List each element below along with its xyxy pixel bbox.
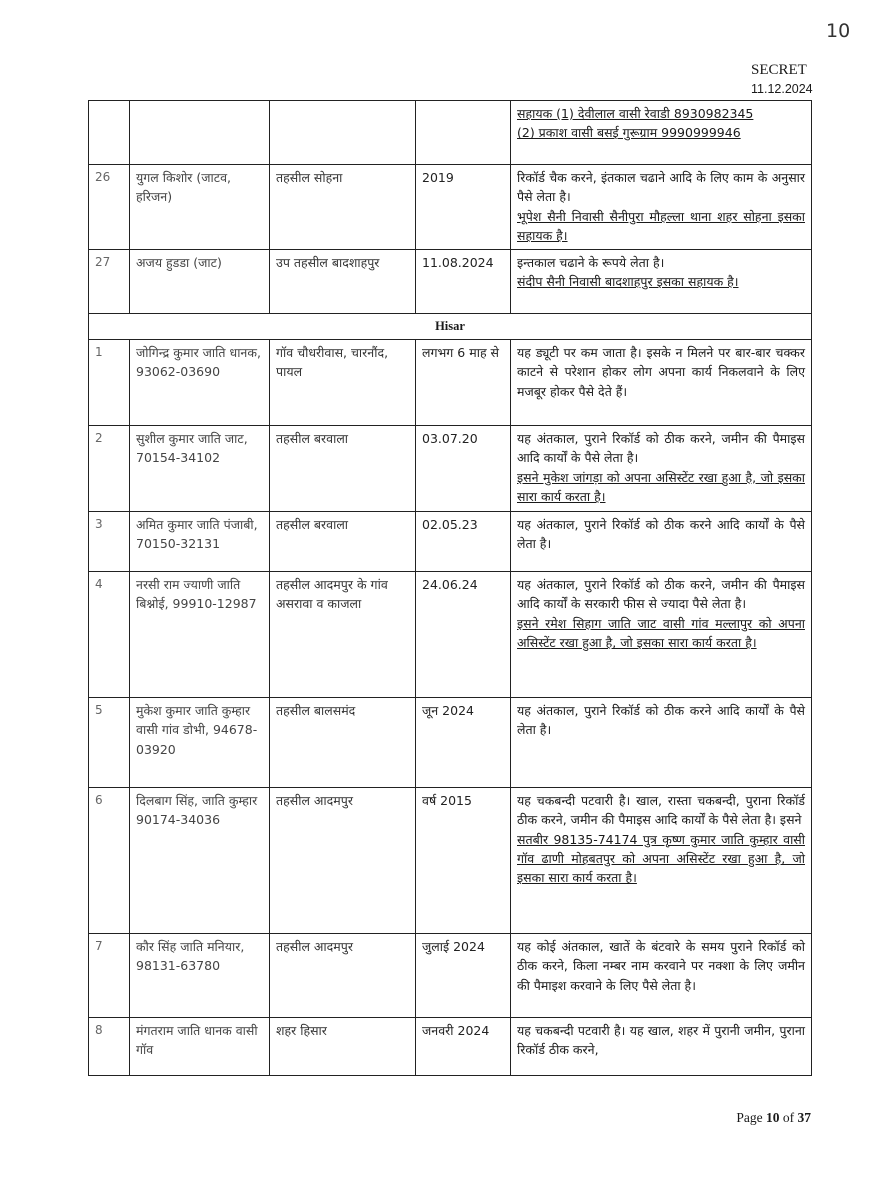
description-paragraph: यह अंतकाल, पुराने रिकॉर्ड को ठीक करने, जमीन की पैमाइस आदि कार्यों के पैसे लेता है। [517, 430, 805, 466]
description-paragraph: इसने मुकेश जांगड़ा को अपना असिस्टेंट रखा हुआ है, जो इसका सारा कार्य करता है। [517, 469, 805, 504]
row-date: वर्ष 2015 [416, 787, 511, 933]
table-row [89, 425, 812, 511]
row-posting: तहसील बरवाला [270, 425, 416, 511]
row-name: युगल किशोर (जाटव, हरिजन) [130, 165, 270, 250]
row-posting: शहर हिसार [270, 1017, 416, 1075]
row-description [511, 249, 812, 313]
handwritten-page-number: 10 [826, 20, 851, 42]
row-posting: तहसील बरवाला [270, 511, 416, 571]
row-date [416, 101, 511, 165]
description-paragraph: इन्तकाल चढाने के रूपये लेता है। [517, 254, 665, 270]
description-paragraph: यह अंतकाल, पुराने रिकॉर्ड को ठीक करने, जमीन की पैमाइस आदि कार्यों के सरकारी फीस से ज्यादा पैसे लेता है। [517, 576, 805, 612]
table-row [89, 571, 812, 697]
section-title: Hisar [89, 313, 812, 339]
row-name: मंगतराम जाति धानक वासी गॉव [130, 1017, 270, 1075]
row-name [130, 101, 270, 165]
row-description [511, 787, 812, 933]
row-date: 11.08.2024 [416, 249, 511, 313]
row-name: दिलबाग सिंह, जाति कुम्हार 90174-34036 [130, 787, 270, 933]
row-posting: तहसील बालसमंद [270, 697, 416, 787]
description-paragraph: सहायक (1) देवीलाल वासी रेवाडी 8930982345 [517, 106, 754, 121]
row-name: अमित कुमार जाति पंजाबी, 70150-32131 [130, 511, 270, 571]
row-description [511, 1017, 812, 1075]
row-description [511, 165, 812, 250]
description-paragraph: संदीप सैनी निवासी बादशाहपुर इसका सहायक है। [517, 273, 739, 289]
table-row [89, 101, 812, 165]
row-name: मुकेश कुमार जाति कुम्हार वासी गांव डोभी, 94678-03920 [130, 697, 270, 787]
table-row [89, 697, 812, 787]
row-date: जनवरी 2024 [416, 1017, 511, 1075]
table-body-hisar [89, 339, 812, 1075]
description-paragraph: (2) प्रकाश वासी बसई गुरूग्राम 9990999946 [517, 125, 741, 141]
row-serial-number: 4 [89, 571, 130, 697]
row-description [511, 511, 812, 571]
row-date: 02.05.23 [416, 511, 511, 571]
table-row [89, 787, 812, 933]
row-name: अजय हुडडा (जाट) [130, 249, 270, 313]
row-description [511, 571, 812, 697]
row-description [511, 697, 812, 787]
row-posting [270, 101, 416, 165]
row-posting: तहसील आदमपुर [270, 933, 416, 1017]
description-paragraph: यह ड्यूटी पर कम जाता है। इसके न मिलने पर बार-बार चक्कर काटने से परेशान होकर लोग अपना कार्य निकलवाने के लिए मजबूर होकर पैसे देते हैं। [517, 344, 805, 399]
row-serial-number: 2 [89, 425, 130, 511]
row-date: 03.07.20 [416, 425, 511, 511]
description-paragraph: यह अंतकाल, पुराने रिकॉर्ड को ठीक करने आदि कार्यों के पैसे लेता है। [517, 516, 805, 552]
description-paragraph: सतबीर 98135-74174 पुत्र कृष्ण कुमार जाति कुम्हार वासी गॉव ढाणी मोहबतपुर को अपना असिस्टेंट रखा हुआ है, जो इसका सारा कार्य करता है। [517, 831, 805, 886]
description-paragraph: इसने रमेश सिहाग जाति जाट वासी गांव मल्लापुर को अपना असिस्टेंट रखा हुआ है, जो इसका सारा कार्य करता है। [517, 615, 805, 650]
description-paragraph: यह चकबन्दी पटवारी है। यह खाल, शहर में पुरानी जमीन, पुराना रिकॉर्ड ठीक करने, [517, 1022, 805, 1058]
description-paragraph: यह चकबन्दी पटवारी है। खाल, रास्ता चकबन्दी, पुराना रिकॉर्ड ठीक करने, जमीन की पैमाइस आदि कार्यों के पैसे लेता है। इसने [517, 792, 805, 828]
page-label: Page [736, 1110, 763, 1125]
row-description [511, 101, 812, 165]
row-description [511, 425, 812, 511]
page-of: of [782, 1110, 795, 1125]
row-date: जून 2024 [416, 697, 511, 787]
row-description [511, 933, 812, 1017]
document-date: 11.12.2024 [751, 82, 813, 96]
row-name: नरसी राम ज्याणी जाति बिश्नोई, 99910-12987 [130, 571, 270, 697]
row-posting: उप तहसील बादशाहपुर [270, 249, 416, 313]
table-row [89, 1017, 812, 1075]
row-serial-number [89, 101, 130, 165]
description-paragraph: यह कोई अंतकाल, खातें के बंटवारे के समय पुराने रिकॉर्ड को ठीक करने, किला नम्बर नाम करवाने पर नक्शा के लिए जमीन की पैमाइश करवाने के लिए पैसे लेता है। [517, 938, 805, 993]
row-serial-number: 5 [89, 697, 130, 787]
row-serial-number: 8 [89, 1017, 130, 1075]
page-current: 10 [766, 1110, 780, 1125]
table-row [89, 511, 812, 571]
row-posting: तहसील आदमपुर [270, 787, 416, 933]
table-body-top [89, 101, 812, 314]
table-row [89, 165, 812, 250]
row-date: 24.06.24 [416, 571, 511, 697]
row-posting: गॉव चौधरीवास, चारनौंद, पायल [270, 339, 416, 425]
row-description [511, 339, 812, 425]
table-row [89, 339, 812, 425]
row-serial-number: 6 [89, 787, 130, 933]
records-table [88, 100, 812, 1076]
row-date: लगभग 6 माह से [416, 339, 511, 425]
row-serial-number: 26 [89, 165, 130, 250]
row-serial-number: 27 [89, 249, 130, 313]
row-date: 2019 [416, 165, 511, 250]
row-date: जुलाई 2024 [416, 933, 511, 1017]
row-name: कौर सिंह जाति मनियार, 98131-63780 [130, 933, 270, 1017]
table-row [89, 933, 812, 1017]
row-posting: तहसील आदमपुर के गांव असरावा व काजला [270, 571, 416, 697]
description-paragraph: रिकॉर्ड चैक करने, इंतकाल चढाने आदि के लिए काम के अनुसार पैसे लेता है। [517, 170, 805, 205]
section-hisar [89, 313, 812, 339]
row-serial-number: 3 [89, 511, 130, 571]
row-name: सुशील कुमार जाति जाट, 70154-34102 [130, 425, 270, 511]
row-posting: तहसील सोहना [270, 165, 416, 250]
page-total: 37 [797, 1110, 811, 1125]
description-paragraph: भूपेश सैनी निवासी सैनीपुरा मौहल्ला थाना शहर सोहना इसका सहायक है। [517, 208, 805, 244]
description-paragraph: यह अंतकाल, पुराने रिकॉर्ड को ठीक करने आदि कार्यों के पैसे लेता है। [517, 702, 805, 738]
row-serial-number: 7 [89, 933, 130, 1017]
table-row [89, 249, 812, 313]
row-name: जोगिन्द्र कुमार जाति धानक, 93062-03690 [130, 339, 270, 425]
page-footer [736, 1110, 811, 1126]
classification-label: SECRET [751, 62, 807, 78]
row-serial-number: 1 [89, 339, 130, 425]
